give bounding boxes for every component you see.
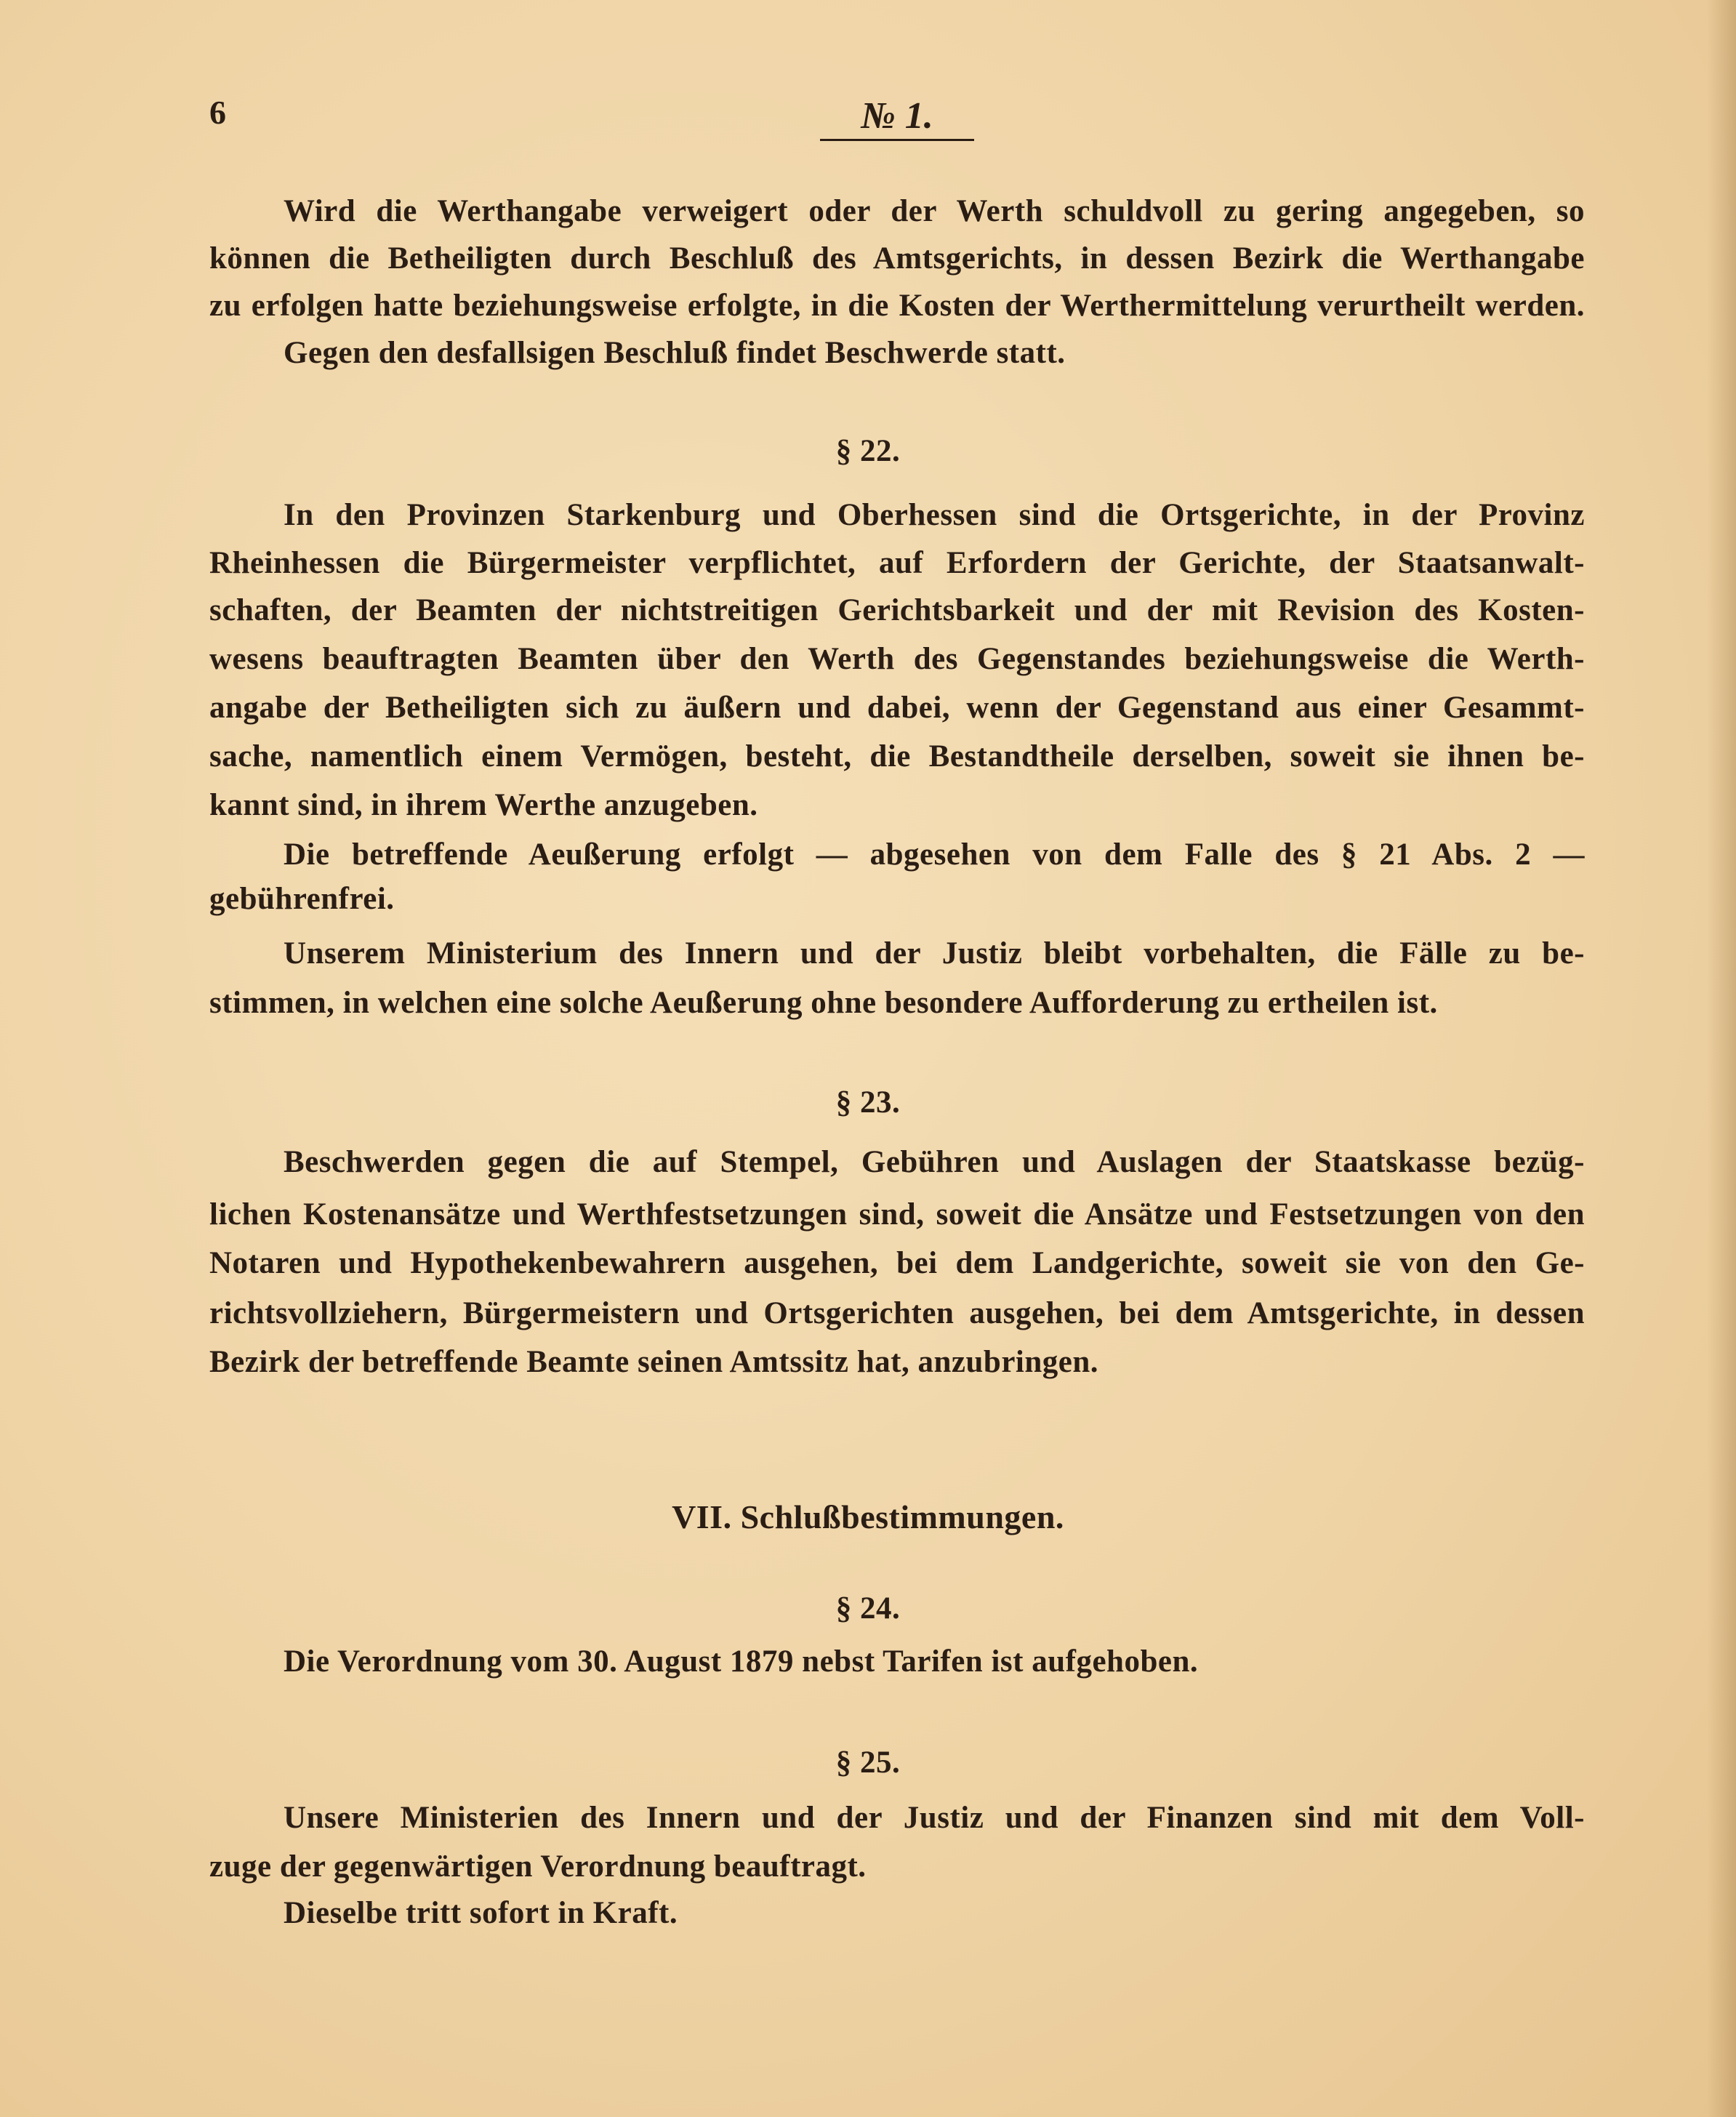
text-line: Unserem Ministerium des Innern und der Justiz bleibt vorbehalten, die Fälle zu be- xyxy=(284,936,1585,971)
text-line: zuge der gegenwärtigen Verordnung beauftragt. xyxy=(209,1849,867,1884)
text-line: angabe der Betheiligten sich zu äußern und dabei, wenn der Gegenstand aus einer Gesammt- xyxy=(209,691,1585,725)
text-line: gebührenfrei. xyxy=(209,882,395,916)
text-line: lichen Kostenansätze und Werthfestsetzungen sind, soweit die Ansätze und Festsetzungen von den xyxy=(209,1197,1585,1232)
header-rule xyxy=(820,139,974,141)
section-heading-23: § 23. xyxy=(835,1085,901,1120)
text-line: Rheinhessen die Bürgermeister verpflichtet, auf Erfordern der Gerichte, der Staatsanwalt- xyxy=(209,546,1585,580)
text-line: In den Provinzen Starkenburg und Oberhessen sind die Ortsgerichte, in der Provinz xyxy=(284,498,1585,532)
text-line: richtsvollziehern, Bürgermeistern und Ortsgerichten ausgehen, bei dem Amtsgerichte, in dessen xyxy=(209,1296,1585,1330)
text-line: sache, namentlich einem Vermögen, besteht, die Bestandtheile derselben, soweit sie ihnen be- xyxy=(209,739,1585,774)
page-edge-shadow xyxy=(1707,0,1736,2117)
text-line: Unsere Ministerien des Innern und der Justiz und der Finanzen sind mit dem Voll- xyxy=(284,1801,1585,1835)
text-line: Notaren und Hypothekenbewahrern ausgehen, bei dem Landgerichte, soweit sie von den Ge- xyxy=(209,1246,1585,1280)
text-line: Dieselbe tritt sofort in Kraft. xyxy=(284,1896,678,1930)
text-line: Die betreffende Aeußerung erfolgt — abgesehen von dem Falle des § 21 Abs. 2 — xyxy=(284,837,1585,872)
page-number: 6 xyxy=(209,94,226,131)
section-heading-25: § 25. xyxy=(835,1746,901,1780)
text-line: wesens beauftragten Beamten über den Werth des Gegenstandes beziehungsweise die Werth- xyxy=(209,642,1585,676)
text-line: schaften, der Beamten der nichtstreitigen Gerichtsbarkeit und der mit Revision des Kosten- xyxy=(209,593,1585,627)
text-line: Die Verordnung vom 30. August 1879 nebst Tarifen ist aufgehoben. xyxy=(284,1644,1199,1679)
issue-number: № 1. xyxy=(861,95,933,137)
text-line: Beschwerden gegen die auf Stempel, Gebühren und Auslagen der Staatskasse bezüg- xyxy=(284,1145,1585,1179)
text-line: kannt sind, in ihrem Werthe anzugeben. xyxy=(209,788,758,822)
text-line: können die Betheiligten durch Beschluß des Amtsgerichts, in dessen Bezirk die Werthangabe xyxy=(209,241,1585,276)
chapter-title: VII. Schlußbestimmungen. xyxy=(672,1498,1064,1535)
text-line: Wird die Werthangabe verweigert oder der Werth schuldvoll zu gering angegeben, so xyxy=(284,194,1585,228)
section-heading-24: § 24. xyxy=(835,1591,901,1626)
text-line: Gegen den desfallsigen Beschluß findet Beschwerde statt. xyxy=(284,336,1066,370)
text-line: Bezirk der betreffende Beamte seinen Amtssitz hat, anzubringen. xyxy=(209,1345,1099,1379)
text-line: zu erfolgen hatte beziehungsweise erfolgte, in die Kosten der Werthermittelung verurtheilt werden. xyxy=(209,289,1585,323)
text-line: stimmen, in welchen eine solche Aeußerung ohne besondere Aufforderung zu ertheilen ist. xyxy=(209,986,1438,1020)
section-heading-22: § 22. xyxy=(835,434,901,468)
